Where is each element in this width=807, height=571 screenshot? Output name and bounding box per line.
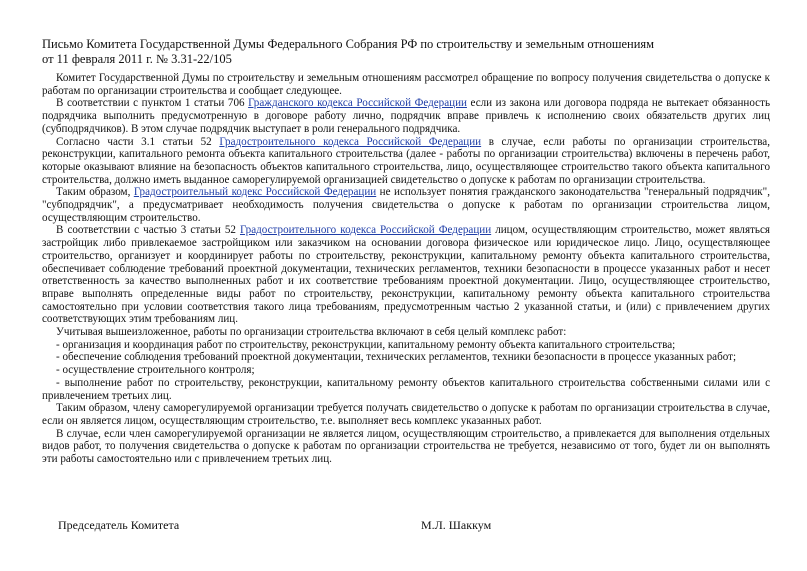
paragraph-text: в случае, если работы по организации строительства, реконструкции, капитального ремонта объекта капитального строительства (далее - работы по организации строительства) включены в перечень работ, которые оказывают влияние на безопасность объектов капитального строительства, лицо, осуществляющее строительство такого объекта капитального строительства, должно иметь выданное саморегулируемой организацией свидетельство о допуске к работам по организации строительства.	[42, 135, 771, 186]
paragraph-text: не использует понятия гражданского законодательства "генеральный подрядчик", "субподрядчик", а предусматривает необходимость получения свидетельства о допуске к работам по организации строительства лицом, осуществляющим строительство.	[42, 186, 770, 224]
paragraph-considering: Учитывая вышеизложенное, работы по организации строительства включают в себя целый комплекс работ:	[56, 326, 567, 339]
paragraph-text: если из закона или договора подряда не вытекает обязанность подрядчика выполнить предусмотренную в договоре работу лично, подрядчик вправе привлечь к исполнению своих обязательств других лиц (субподрядчиков). В этом случае подрядчик выступает в роли генерального подрядчика.	[42, 97, 770, 135]
list-item: - осуществление строительного контроля;	[56, 364, 255, 377]
paragraph-text: В соответствии с частью 3 статьи 52	[56, 224, 240, 237]
town-planning-code-link[interactable]: Градостроительный кодекс Российской Федерации	[133, 186, 377, 199]
town-planning-code-link[interactable]: Градостроительного кодекса Российской Федерации	[219, 135, 482, 148]
paragraph-text: Таким образом,	[56, 186, 134, 199]
paragraph-civil-code	[42, 97, 770, 135]
title-line-1: Письмо Комитета Государственной Думы Федерального Собрания РФ по строительству и земельным отношениям	[42, 37, 655, 51]
paragraph-text: Согласно части 3.1 статьи 52	[56, 135, 220, 148]
paragraph-member-not-required: В случае, если член саморегулируемой организации не является лицом, осуществляющим строительство, а привлекается для выполнения отдельных видов работ, то получения свидетельства о допуске к работам по организации строительства не требуется, независимо от того, будет ли он выполнять эти работы самостоятельно или с привлечением третьих лиц.	[42, 427, 770, 466]
list-item: - выполнение работ по строительству, реконструкции, капитальному ремонту объектов капитального строительства собственными силами или с привлечением третьих лиц.	[42, 376, 770, 402]
paragraph-part-3-1	[42, 136, 770, 187]
paragraph-text: В соответствии с пунктом 1 статьи 706	[56, 97, 249, 110]
signature-name: М.Л. Шаккум	[421, 518, 492, 532]
paragraph-member-required: Таким образом, члену саморегулируемой организации требуется получать свидетельство о допуске к работам по организации строительства в случае, если он является лицом, осуществляющим строительство, т.е. выполняет весь комплекс указанных работ.	[42, 402, 770, 427]
document-title	[42, 37, 742, 67]
paragraph-text: лицом, осуществляющим строительство, может являться застройщик либо привлекаемое застройщиком или заказчиком на основании договора физическое или юридическое лицо. Лицо, осуществляющее строительство, организует и координирует работы по строительству, реконструкции, капитальному ремонту объекта капитального строительства, обеспечивает соблюдение требований проектной документации, технических регламентов, техники безопасности в процессе указанных работ и несет ответственность за качество выполненных работ и их соответствие требованиям проектной документации. Лицо, осуществляющее строительство, вправе выполнять определенные виды работ по строительству, реконструкции, капитальному ремонту объекта капитального строительства самостоятельно при условии соответствия такого лица требованиям, предусмотренным частью 2 указанной статьи, и (или) с привлечением других соответствующих этим требованиям лиц.	[42, 224, 771, 326]
list-item: - организация и координация работ по строительству, реконструкции, капитальному ремонту объекта капитального строительства;	[56, 338, 676, 351]
document-body	[42, 72, 770, 466]
paragraph-part-3	[42, 224, 770, 326]
paragraph-intro: Комитет Государственной Думы по строительству и земельным отношениям рассмотрел обращение по вопросу получения свидетельства о допуске к работам по организации строительства и сообщает следующее.	[42, 72, 770, 97]
signature-position: Председатель Комитета	[58, 518, 180, 532]
civil-code-link[interactable]: Гражданского кодекса Российской Федерации	[248, 97, 467, 110]
paragraph-thus	[42, 186, 770, 224]
town-planning-code-link[interactable]: Градостроительного кодекса Российской Федерации	[239, 224, 492, 237]
list-item: - обеспечение соблюдения требований проектной документации, технических регламентов, техники безопасности в процессе указанных работ;	[56, 351, 737, 364]
title-line-2: от 11 февраля 2011 г. № 3.31-22/105	[42, 52, 232, 66]
